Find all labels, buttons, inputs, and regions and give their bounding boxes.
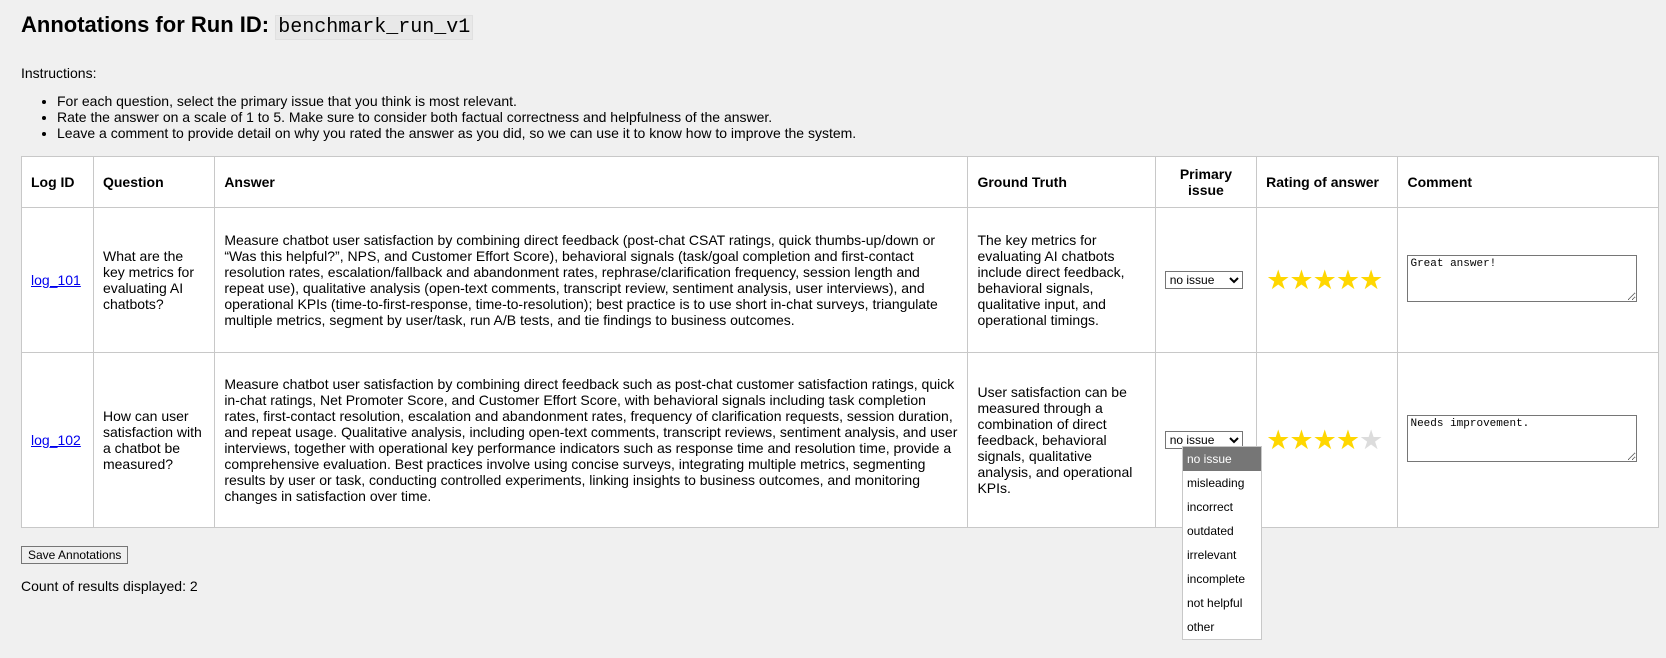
instruction-item: • For each question, select the primary issue that you think is most relevant.: [57, 93, 1646, 109]
star-icon[interactable]: ★: [1359, 265, 1383, 295]
dropdown-option[interactable]: incorrect: [1187, 500, 1234, 514]
log-id-link[interactable]: log_102: [31, 432, 81, 448]
annotations-table: [21, 156, 1659, 528]
star-icon[interactable]: ★: [1289, 425, 1313, 455]
ground-truth-cell: User satisfaction can be measured through a combination of direct feedback, behavioral signals, qualitative analysis, and operational KPIs.: [968, 353, 1155, 528]
star-icon[interactable]: ★: [1266, 425, 1290, 455]
header-answer: Answer: [215, 157, 968, 208]
primary-issue-cell: [1155, 208, 1256, 353]
instructions-list: [21, 93, 1646, 141]
header-question: Question: [93, 157, 214, 208]
answer-cell: Measure chatbot user satisfaction by combining direct feedback such as post-chat customer satisfaction ratings, quick in-chat ratings, Net Promoter Score, and Customer Effort Score, with behavioral signals including task completion rates, first-contact resolution, escalation and abandonment rates, frequency of clarification requests, session duration, and repeat usage. Qualitative analysis, including open-text comments, transcript reviews, sentiment analysis, and user interviews, together with operational key performance indicators such as response time and resolution time, provide a comprehensive evaluation. Best practices involve using concise surveys, integrating multiple metrics, segmenting results by user or task, conducting controlled experiments, linking insights to business outcomes, and monitoring changes in satisfaction over time.: [215, 353, 968, 528]
header-comment: Comment: [1398, 157, 1659, 208]
star-icon[interactable]: ★: [1312, 265, 1336, 295]
table-row: [22, 208, 1659, 353]
ground-truth-cell: The key metrics for evaluating AI chatbots include direct feedback, behavioral signals, qualitative input, and operational timings.: [968, 208, 1155, 353]
dropdown-option[interactable]: incomplete: [1187, 572, 1246, 586]
save-annotations-button[interactable]: Save Annotations: [21, 546, 128, 564]
log-id-link[interactable]: log_101: [31, 272, 81, 288]
star-icon[interactable]: ★: [1289, 265, 1313, 295]
dropdown-option[interactable]: no issue: [1183, 447, 1261, 471]
instruction-item: • Rate the answer on a scale of 1 to 5. Make sure to consider both factual correctness and helpfulness of the answer.: [57, 109, 1646, 125]
log-id-cell: [22, 208, 94, 353]
star-icon[interactable]: ★: [1335, 265, 1360, 295]
star-icon[interactable]: ★: [1335, 425, 1360, 455]
instruction-item: • Leave a comment to provide detail on why you rated the answer as you did, so we can use it to know how to improve the system.: [57, 125, 1646, 141]
rating-cell: [1257, 353, 1398, 528]
star-icon[interactable]: ★: [1266, 265, 1290, 295]
table-header-row: [22, 157, 1659, 208]
results-count: Count of results displayed: 2: [21, 578, 198, 594]
header-log-id: Log ID: [22, 157, 94, 208]
comment-cell: [1398, 208, 1659, 353]
star-icon[interactable]: ★: [1312, 425, 1336, 455]
header-rating: Rating of answer: [1257, 157, 1398, 208]
star-rating[interactable]: [1266, 426, 1388, 454]
run-id: benchmark_run_v1: [275, 15, 473, 40]
dropdown-option[interactable]: other: [1187, 620, 1215, 634]
comment-textarea[interactable]: [1407, 255, 1637, 302]
comment-cell: [1398, 353, 1659, 528]
question-cell: What are the key metrics for evaluating AI chatbots?: [93, 208, 214, 353]
primary-issue-select[interactable]: [1165, 271, 1243, 289]
dropdown-option[interactable]: not helpful: [1187, 596, 1243, 610]
star-rating[interactable]: [1266, 266, 1388, 294]
table-row: [22, 353, 1659, 528]
issue-dropdown-list[interactable]: [1182, 446, 1262, 640]
question-cell: How can user satisfaction with a chatbot be measured?: [93, 353, 214, 528]
star-icon[interactable]: ★: [1359, 425, 1383, 455]
dropdown-option[interactable]: irrelevant: [1187, 548, 1237, 562]
comment-textarea[interactable]: [1407, 415, 1637, 462]
answer-cell: Measure chatbot user satisfaction by combining direct feedback (post-chat CSAT ratings, quick thumbs-up/down or “Was this helpful?”, NPS, and Customer Effort Score), behavioral signals (task/goal completion and first-contact resolution rates, escalation/fallback and abandonment rates, rephrase/clarification frequency, session length and repeat use), qualitative analysis (open-text comments, transcript review, sentiment analysis, user interviews), and operational KPIs (time-to-first-response, time-to-resolution); best practice is to use short in-chat surveys, triangulate multiple metrics, segment by user/task, run A/B tests, and tie findings to business outcomes.: [215, 208, 968, 353]
dropdown-option[interactable]: misleading: [1187, 476, 1245, 490]
instructions-label: Instructions:: [21, 65, 97, 81]
page-title: [21, 10, 1646, 43]
title-prefix: Annotations for Run ID:: [21, 12, 270, 37]
dropdown-option[interactable]: outdated: [1187, 524, 1234, 538]
header-ground-truth: Ground Truth: [968, 157, 1155, 208]
log-id-cell: [22, 353, 94, 528]
header-primary-issue: Primary issue: [1155, 157, 1256, 208]
rating-cell: [1257, 208, 1398, 353]
